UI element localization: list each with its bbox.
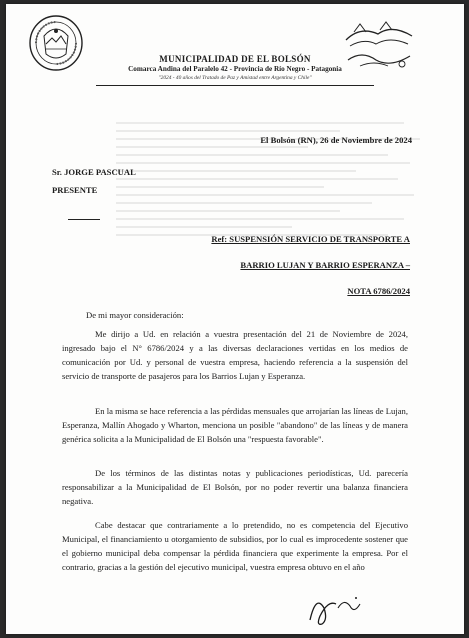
- header-motto: "2024 - 40 años del Tratado de Paz y Amistad entre Argentina y Chile": [158, 75, 312, 81]
- presente-label: PRESENTE: [52, 185, 98, 195]
- letter-date: El Bolsón (RN), 26 de Noviembre de 2024: [260, 135, 412, 145]
- municipal-seal-icon: [28, 14, 84, 72]
- municipality-title: MUNICIPALIDAD DE EL BOLSÓN: [159, 54, 311, 64]
- body-paragraph: En la misma se hace referencia a las pérdidas mensuales que arrojarían las líneas de Lujan, Esperanza, Mallín Ahogado y Wharton, menciona un posible "abandono" de las líneas y de manera genérica solicita a la Municipalidad de El Bolsón una "respuesta favorable".: [62, 406, 408, 444]
- letter-page: [6, 4, 464, 634]
- reference-line-1: Ref: SUSPENSIÓN SERVICIO DE TRANSPORTE A: [211, 234, 410, 244]
- body-paragraph: Me dirijo a Ud. en relación a vuestra presentación del 21 de Noviembre de 2024, ingresado bajo el N° 6786/2024 y a las diversas declaraciones vertidas en los medios de comunicación por Ud. y personal de vuestra empresa, haciendo referencia a la suspensión del servicio de transporte de pasajeros para los Barrios Lujan y Esperanza.: [62, 329, 408, 381]
- recipient-name: Sr. JORGE PASCUAL: [52, 167, 136, 177]
- handwritten-signature-icon: [306, 590, 386, 628]
- greeting: De mi mayor consideración:: [86, 310, 184, 320]
- body-paragraph: De los términos de las distintas notas y publicaciones periodísticas, Ud. parecería responsabilizar a la Municipalidad de El Bolsón, por no poder revertir una balanza financiera negativa.: [62, 468, 408, 506]
- separator-line: [68, 219, 100, 220]
- reference-line-3: NOTA 6786/2024: [347, 286, 410, 296]
- reference-line-2: BARRIO LUJAN Y BARRIO ESPERANZA –: [240, 260, 410, 270]
- body-paragraph: Cabe destacar que contrariamente a lo pretendido, no es competencia del Ejecutivo Municipal, el financiamiento u otorgamiento de subsidios, por lo cual es improcedente sostener que el gobierno municipal deba compensar la pérdida financiera que experimente la empresa. Por el contrario, gracias a la gestión del ejecutivo municipal, vuestra empresa obtuvo en el año: [62, 520, 408, 572]
- header-divider: [96, 85, 374, 86]
- comarca-subtitle: Comarca Andina del Paralelo 42 - Provincia de Río Negro - Patagonia: [128, 65, 342, 73]
